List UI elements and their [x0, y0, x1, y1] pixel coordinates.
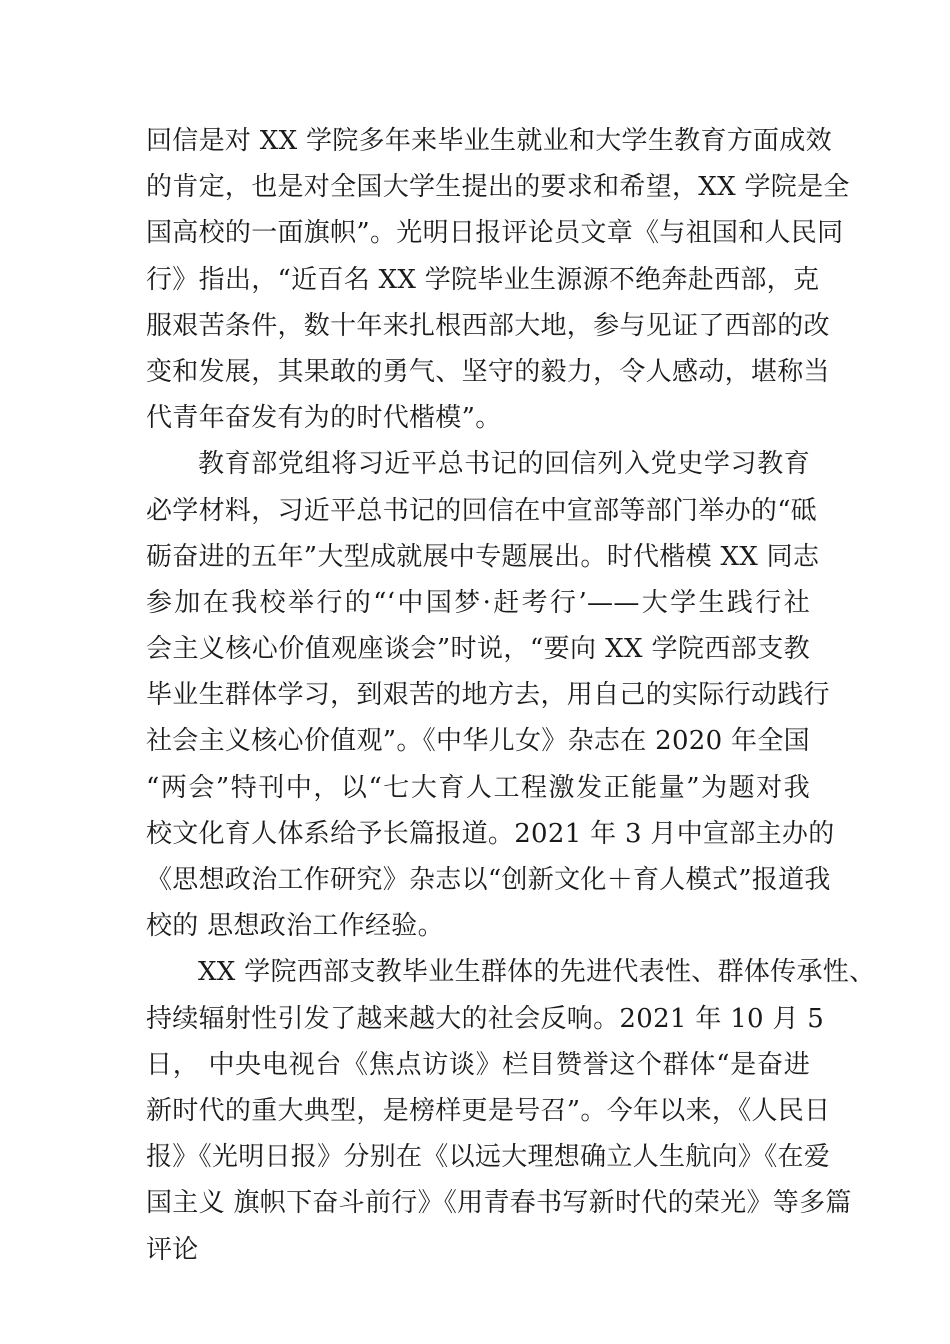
paragraph-1-line-2: 的肯定，也是对全国大学生提出的要求和希望，XX 学院是全: [146, 172, 850, 203]
paragraph-1-line-7: 代青年奋发有为的时代楷模”。: [146, 403, 502, 434]
paragraph-1-line-6: 变和发展，其果敢的勇气、坚守的毅力，令人感动，堪称当: [146, 356, 830, 387]
paragraph-2-line-10: 《思想政治工作研究》杂志以“创新文化＋育人模式”报道我: [146, 865, 831, 895]
paragraph-2-line-5: 会主义核心价值观座谈会”时说，“要向 XX 学院西部支教: [146, 634, 810, 665]
paragraph-2-line-8: “两会”特刊中，以“七大育人工程激发正能量”为题对我: [146, 772, 810, 803]
paragraph-1-line-5: 服艰苦条件，数十年来扎根西部大地，参与见证了西部的改: [146, 310, 830, 341]
paragraph-1-line-4: 行》指出，“近百名 XX 学院毕业生源源不绝奔赴西部，克: [146, 264, 820, 295]
paragraph-2-line-6: 毕业生群体学习，到艰苦的地方去，用自己的实际行动践行: [146, 680, 830, 711]
document-body: [146, 118, 876, 1273]
paragraph-3-line-2: 持续辐射性引发了越来越大的社会反响。2021 年 10 月 5: [146, 1003, 825, 1034]
paragraph-3-line-5: 报》《光明日报》分别在《以远大理想确立人生航向》《在爱: [146, 1142, 831, 1173]
paragraph-3-line-7: 评论: [146, 1234, 199, 1265]
paragraph-3-line-3: 日， 中央电视台《焦点访谈》栏目赞誉这个群体“是奋进: [146, 1049, 810, 1080]
paragraph-3-line-4: 新时代的重大典型，是榜样更是号召”。今年以来，《人民日: [146, 1095, 831, 1126]
paragraph-2-line-3: 砺奋进的五年”大型成就展中专题展出。时代楷模 XX 同志: [146, 541, 820, 572]
paragraph-2-line-4: 参加在我校举行的“‘中国梦·赶考行’——大学生践行社: [146, 587, 810, 618]
paragraph-2-line-9: 校文化育人体系给予长篇报道。2021 年 3 月中宣部主办的: [146, 818, 835, 849]
paragraph-1-line-1: 回信是对 XX 学院多年来毕业生就业和大学生教育方面成效: [146, 126, 832, 156]
paragraph-2-line-7: 社会主义核心价值观”。《中华儿女》杂志在 2020 年全国: [146, 726, 810, 757]
paragraph-3-line-1: XX 学院西部支教毕业生群体的先进代表性、群体传承性、: [198, 957, 876, 988]
paragraph-2-line-2: 必学材料，习近平总书记的回信在中宣部等部门举办的“砥: [146, 495, 818, 526]
paragraph-2-line-1: 教育部党组将习近平总书记的回信列入党史学习教育: [198, 449, 810, 480]
paragraph-3-line-6: 国主义 旗帜下奋斗前行》《用青春书写新时代的荣光》等多篇: [146, 1188, 852, 1219]
paragraph-1-line-3: 国高校的一面旗帜”。光明日报评论员文章《与祖国和人民同: [146, 218, 844, 249]
paragraph-2-line-11: 校的 思想政治工作经验。: [146, 911, 444, 942]
